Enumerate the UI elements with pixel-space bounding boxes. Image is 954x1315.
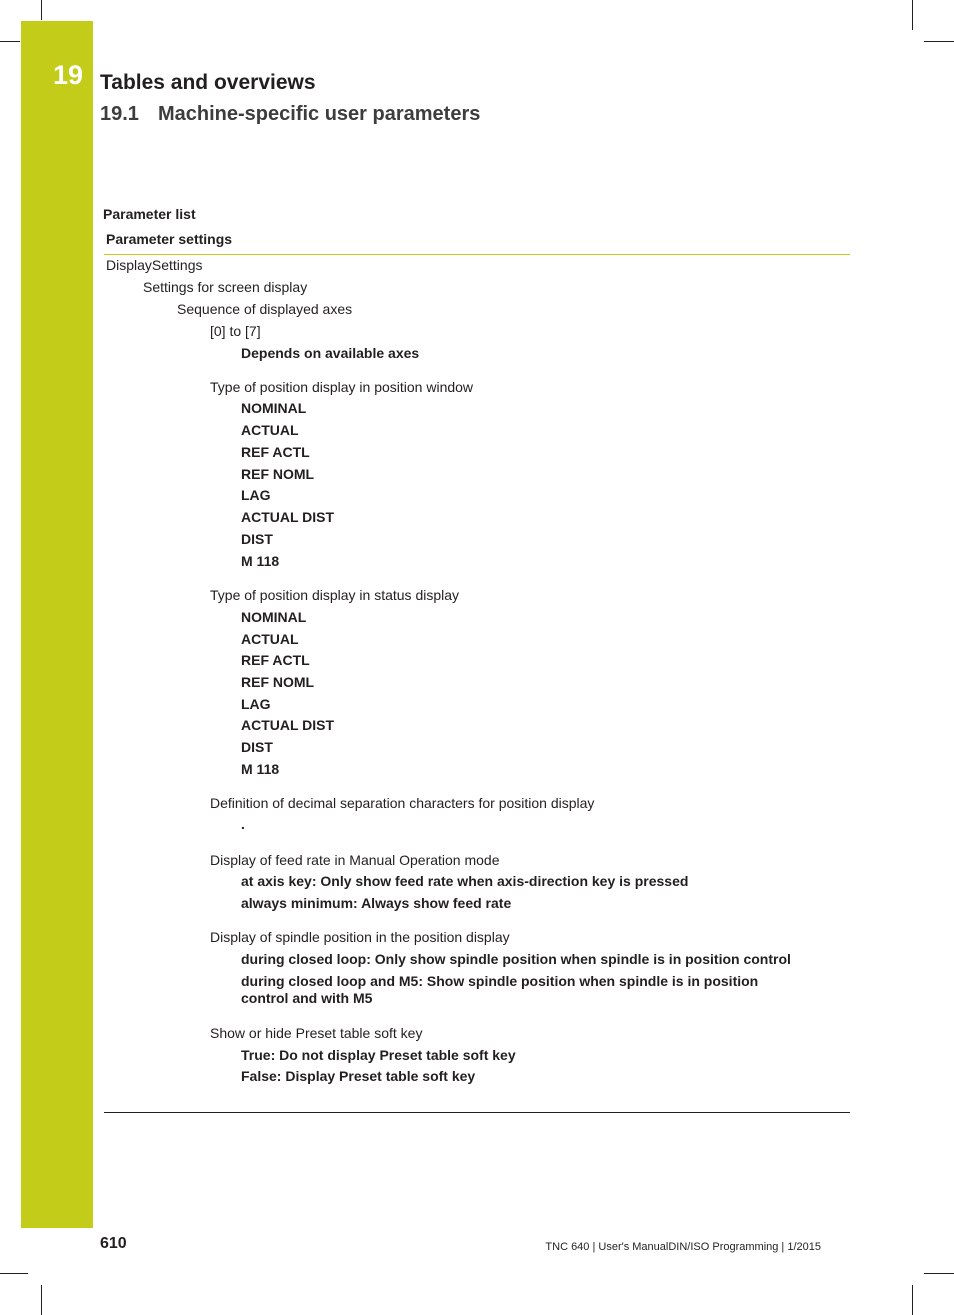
param-row: Show or hide Preset table soft key: [210, 1025, 423, 1041]
chapter-number: 19: [53, 60, 84, 90]
crop-mark: [924, 41, 954, 42]
param-value: ACTUAL: [241, 422, 299, 438]
param-value: DIST: [241, 739, 273, 755]
param-row: Display of feed rate in Manual Operation mode: [210, 852, 500, 868]
param-row: [0] to [7]: [210, 323, 261, 339]
param-value: REF ACTL: [241, 652, 310, 668]
param-value: Depends on available axes: [241, 345, 420, 361]
param-value: NOMINAL: [241, 400, 307, 416]
param-value: .: [241, 816, 245, 832]
param-row: Settings for screen display: [143, 279, 308, 295]
param-value: LAG: [241, 696, 271, 712]
param-value: ACTUAL DIST: [241, 717, 335, 733]
crop-mark: [924, 1273, 954, 1274]
param-row: Sequence of displayed axes: [177, 301, 353, 317]
header-rule: [104, 254, 850, 255]
table-header: Parameter settings: [106, 231, 233, 247]
param-value: always minimum: Always show feed rate: [241, 895, 512, 911]
chapter-tab: [21, 21, 93, 1228]
param-row: Type of position display in position window: [210, 379, 474, 395]
param-value: REF ACTL: [241, 444, 310, 460]
param-value: REF NOML: [241, 466, 315, 482]
chapter-title: Tables and overviews: [100, 71, 316, 94]
param-value: LAG: [241, 487, 271, 503]
param-value: ACTUAL DIST: [241, 509, 335, 525]
crop-mark: [41, 0, 42, 20]
param-value: during closed loop: Only show spindle position when spindle is in position control: [241, 951, 791, 967]
param-row: Display of spindle position in the position display: [210, 929, 510, 945]
page-number: 610: [100, 1235, 127, 1252]
section-number: 19.1: [100, 103, 139, 125]
param-value: at axis key: Only show feed rate when axis-direction key is pressed: [241, 873, 689, 889]
crop-mark: [0, 1273, 28, 1274]
param-value: DIST: [241, 531, 273, 547]
param-value: ACTUAL: [241, 631, 299, 647]
param-value: during closed loop and M5: Show spindle position when spindle is in position: [241, 973, 759, 989]
param-value: REF NOML: [241, 674, 315, 690]
param-value: False: Display Preset table soft key: [241, 1068, 476, 1084]
param-value: control and with M5: [241, 990, 373, 1006]
param-value: True: Do not display Preset table soft key: [241, 1047, 516, 1063]
crop-mark: [41, 1285, 42, 1315]
param-row: Definition of decimal separation characters for position display: [210, 795, 595, 811]
footer-text: TNC 640 | User's ManualDIN/ISO Programming | 1/2015: [545, 1241, 821, 1253]
table-caption: Parameter list: [103, 206, 196, 222]
crop-mark: [0, 41, 20, 42]
param-value: M 118: [241, 761, 280, 777]
param-row: Type of position display in status display: [210, 587, 460, 603]
param-value: NOMINAL: [241, 609, 307, 625]
crop-mark: [912, 1285, 913, 1315]
param-value: M 118: [241, 553, 280, 569]
table-bottom-rule: [104, 1112, 850, 1113]
param-row: DisplaySettings: [106, 257, 203, 273]
crop-mark: [912, 0, 913, 30]
section-title: Machine-specific user parameters: [158, 103, 481, 125]
